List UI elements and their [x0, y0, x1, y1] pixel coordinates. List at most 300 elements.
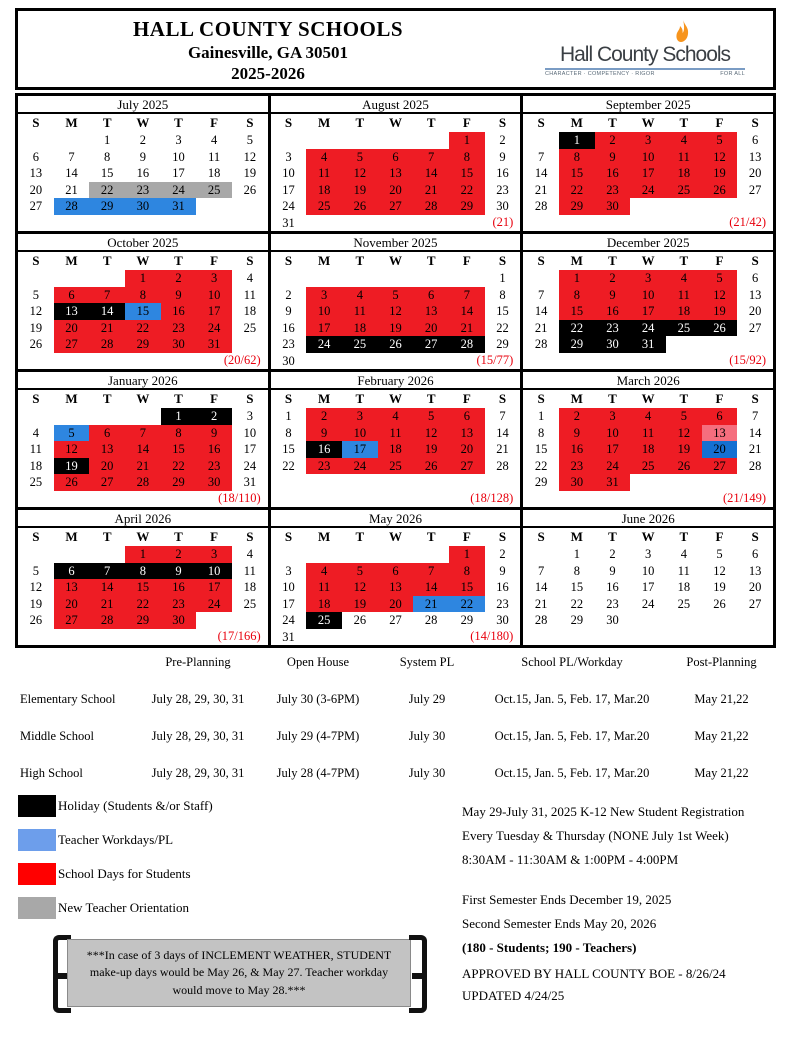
day-cell: 7	[89, 563, 125, 580]
month-day-count: (18/110)	[218, 491, 261, 505]
day-cell: 28	[125, 474, 161, 491]
empty-cell	[702, 336, 738, 353]
dow-label: W	[641, 115, 655, 130]
title-block	[18, 14, 518, 85]
day-cell: 25	[243, 596, 257, 611]
day-cell: 6	[54, 563, 90, 580]
day-cell: 8	[449, 149, 485, 166]
day-cell: 29	[570, 613, 584, 627]
day-cell: 1	[449, 546, 485, 563]
empty-cell	[595, 215, 631, 232]
empty-cell	[271, 270, 307, 287]
day-cell: 24	[282, 199, 295, 213]
dow-label: T	[679, 529, 689, 544]
day-cell: 19	[413, 441, 449, 458]
date-row	[18, 287, 268, 304]
day-cell: 2	[559, 408, 595, 425]
day-cell: 13	[54, 303, 90, 320]
day-cell: 22	[161, 458, 197, 475]
header	[15, 8, 776, 90]
day-cell: 11	[306, 579, 342, 596]
day-cell: 14	[449, 303, 485, 320]
empty-cell	[306, 132, 342, 149]
empty-cell	[523, 353, 559, 370]
day-cell: 20	[378, 182, 414, 199]
dow-row	[18, 390, 268, 408]
date-row	[18, 215, 268, 232]
day-cell: 21	[534, 320, 548, 335]
date-row	[18, 320, 268, 337]
dow-label: T	[426, 253, 436, 268]
day-cell: 20	[54, 320, 90, 337]
dow-label: M	[318, 529, 331, 544]
dow-label: S	[32, 115, 40, 130]
day-cell: 29	[496, 337, 509, 351]
month-december-2025	[523, 234, 776, 372]
day-cell: 25	[677, 596, 691, 611]
day-cell: 21	[496, 442, 509, 456]
calendar-grid	[15, 93, 776, 648]
day-cell: 22	[125, 596, 161, 613]
day-cell: 23	[496, 596, 509, 611]
dow-label: F	[462, 391, 471, 406]
day-cell: 20	[54, 596, 90, 613]
empty-cell	[666, 629, 702, 646]
empty-cell	[523, 215, 559, 232]
month-title: October 2025	[18, 234, 268, 252]
logo-tagline: CHARACTER · COMPETENCY · RIGOR	[545, 71, 655, 77]
empty-cell	[523, 546, 559, 563]
day-cell: 29	[460, 613, 474, 627]
day-cell: 2	[161, 546, 197, 563]
day-cell: 12	[54, 441, 90, 458]
day-cell: 26	[342, 198, 378, 215]
day-cell: 21	[413, 596, 449, 613]
day-cell: 20	[748, 580, 762, 594]
empty-cell	[702, 198, 738, 215]
date-row	[271, 303, 521, 320]
empty-cell	[666, 215, 702, 232]
dow-label: T	[174, 391, 183, 406]
approval-note	[462, 963, 726, 1007]
weather-note-text: ***In case of 3 days of INCLEMENT WEATHER, STUDENT make-up days would be May 26, & May 27. Teacher workday would move to May 28.***	[67, 939, 411, 1007]
day-cell: 23	[595, 182, 631, 199]
date-row	[18, 546, 268, 563]
day-cell: 7	[538, 149, 545, 164]
day-cell: 16	[196, 441, 232, 458]
day-cell: 14	[125, 441, 161, 458]
dow-label: S	[32, 253, 40, 268]
day-cell: 30	[595, 336, 631, 353]
dow-label: M	[65, 253, 78, 268]
day-cell: 3	[595, 408, 631, 425]
day-cell: 18	[306, 182, 342, 199]
day-cell: 24	[282, 613, 295, 627]
dow-label: S	[246, 253, 254, 268]
dow-label: W	[388, 529, 402, 544]
day-cell: 9	[595, 149, 631, 166]
day-cell: 3	[175, 133, 182, 147]
empty-cell	[196, 612, 232, 629]
dow-label: W	[641, 391, 655, 406]
day-cell: 22	[89, 182, 125, 199]
dow-label: T	[679, 115, 689, 130]
empty-cell	[595, 491, 631, 508]
date-row	[523, 303, 773, 320]
dow-row	[523, 114, 773, 132]
day-cell: 8	[559, 149, 595, 166]
empty-cell	[89, 353, 125, 370]
empty-cell	[378, 215, 414, 232]
day-cell: 14	[413, 165, 449, 182]
day-cell: 12	[666, 425, 702, 442]
day-cell: 25	[666, 182, 702, 199]
day-cell: 20	[89, 458, 125, 475]
day-cell: 5	[246, 133, 253, 147]
day-cell: 16	[606, 580, 619, 594]
empty-cell	[306, 546, 342, 563]
dow-label: S	[751, 529, 759, 544]
day-cell: 6	[413, 287, 449, 304]
dow-label: M	[318, 391, 331, 406]
dow-label: W	[136, 115, 150, 130]
dow-row	[523, 252, 773, 270]
day-cell: 19	[666, 441, 702, 458]
day-cell: 25	[196, 182, 232, 199]
dow-label: S	[32, 529, 40, 544]
day-cell: 1	[161, 408, 197, 425]
empty-cell	[342, 474, 378, 491]
month-day-count: (20/62)	[223, 353, 261, 367]
calendar-page	[15, 8, 776, 1045]
schedule-row	[15, 707, 776, 744]
day-cell: 5	[342, 149, 378, 166]
notes-right	[462, 800, 744, 960]
day-cell: 3	[645, 547, 652, 561]
empty-cell	[523, 270, 559, 287]
day-cell: 7	[413, 563, 449, 580]
schedule-row-label: Middle School	[20, 729, 94, 743]
day-cell: 23	[282, 337, 295, 351]
day-cell: 17	[282, 182, 295, 197]
day-cell: 3	[196, 546, 232, 563]
day-cell: 11	[306, 165, 342, 182]
day-cell: 28	[496, 458, 509, 473]
day-cell: 6	[752, 133, 759, 147]
flame-icon	[545, 19, 745, 43]
day-cell: 1	[499, 271, 506, 285]
empty-cell	[449, 474, 485, 491]
schedule-column-header: Post-Planning	[686, 655, 757, 669]
day-cell: 25	[306, 612, 342, 629]
day-cell: 26	[666, 458, 702, 475]
day-cell: 23	[125, 182, 161, 199]
day-cell: 15	[534, 442, 548, 456]
month-day-count: (14/180)	[470, 629, 514, 643]
day-cell: 10	[306, 303, 342, 320]
day-cell: 5	[413, 408, 449, 425]
day-cell: 9	[499, 563, 506, 578]
empty-cell	[630, 612, 666, 629]
date-row	[271, 563, 521, 580]
day-cell: 1	[125, 270, 161, 287]
dow-label: W	[641, 529, 655, 544]
empty-cell	[161, 491, 197, 508]
month-day-count: (21)	[492, 215, 514, 229]
day-cell: 14	[748, 425, 762, 440]
day-cell: 18	[207, 166, 221, 180]
day-cell: 22	[449, 182, 485, 199]
day-cell: 30	[606, 613, 619, 627]
empty-cell	[54, 629, 90, 646]
day-cell: 27	[449, 458, 485, 475]
date-row	[18, 408, 268, 425]
day-cell: 13	[702, 425, 738, 442]
empty-cell	[161, 353, 197, 370]
day-cell: 10	[282, 580, 295, 594]
dow-label: S	[284, 391, 293, 406]
date-row	[271, 474, 521, 491]
empty-cell	[18, 353, 54, 370]
schedule-cell: Oct.15, Jan. 5, Feb. 17, Mar.20	[494, 729, 650, 743]
date-row	[523, 287, 773, 304]
dow-label: F	[715, 529, 724, 544]
day-cell: 6	[32, 149, 39, 164]
day-cell: 26	[702, 320, 738, 337]
empty-cell	[18, 215, 54, 232]
day-cell: 14	[496, 425, 509, 440]
empty-cell	[161, 215, 197, 232]
day-cell: 6	[378, 563, 414, 580]
day-cell: 8	[125, 287, 161, 304]
schedule-table	[15, 652, 776, 781]
month-october-2025	[18, 234, 271, 372]
date-row	[271, 132, 521, 149]
day-cell: 30	[125, 198, 161, 215]
day-cell: 9	[196, 425, 232, 442]
date-row	[18, 458, 268, 475]
day-cell: 15	[282, 442, 295, 456]
day-cell: 19	[713, 580, 726, 594]
dow-label: S	[284, 529, 293, 544]
day-cell: 2	[196, 408, 232, 425]
day-cell: 2	[285, 287, 292, 302]
date-row	[271, 546, 521, 563]
day-cell: 13	[54, 579, 90, 596]
day-cell: 7	[413, 149, 449, 166]
empty-cell	[54, 491, 90, 508]
day-cell: 12	[29, 580, 43, 594]
empty-cell	[523, 132, 559, 149]
day-cell: 18	[306, 596, 342, 613]
day-cell: 4	[680, 547, 687, 561]
empty-cell	[630, 198, 666, 215]
day-cell: 13	[748, 149, 762, 164]
day-cell: 24	[243, 458, 257, 473]
day-cell: 28	[534, 199, 548, 213]
day-cell: 13	[89, 441, 125, 458]
dow-label: S	[537, 391, 545, 406]
dow-label: T	[355, 391, 365, 406]
day-cell: 19	[29, 596, 43, 611]
day-cell: 14	[65, 166, 78, 180]
empty-cell	[413, 474, 449, 491]
day-cell: 28	[54, 198, 90, 215]
schedule-cell: May 21,22	[694, 729, 749, 743]
day-cell: 9	[161, 287, 197, 304]
day-cell: 6	[752, 547, 759, 561]
day-cell: 14	[534, 166, 548, 180]
empty-cell	[89, 491, 125, 508]
day-cell: 19	[378, 320, 414, 337]
day-cell: 22	[570, 596, 584, 611]
day-cell: 7	[68, 149, 75, 164]
day-cell: 21	[89, 596, 125, 613]
registration-note	[462, 800, 744, 872]
day-cell: 3	[285, 563, 292, 578]
month-november-2025	[271, 234, 524, 372]
empty-cell	[378, 546, 414, 563]
day-cell: 30	[282, 353, 295, 368]
schedule-header-row	[15, 652, 776, 670]
day-cell: 18	[342, 320, 378, 337]
empty-cell	[378, 474, 414, 491]
empty-cell	[702, 629, 738, 646]
day-cell: 10	[196, 287, 232, 304]
empty-cell	[630, 353, 666, 370]
day-cell: 21	[449, 320, 485, 337]
dow-row	[271, 390, 521, 408]
date-row	[523, 612, 773, 629]
dow-label: F	[715, 253, 724, 268]
date-row	[523, 579, 773, 596]
day-cell: 29	[161, 474, 197, 491]
day-cell: 21	[89, 320, 125, 337]
date-row	[271, 425, 521, 442]
date-row	[18, 182, 268, 199]
day-cell: 27	[748, 320, 762, 335]
day-cell: 14	[89, 579, 125, 596]
day-cell: 4	[211, 133, 218, 147]
day-cell: 8	[449, 563, 485, 580]
date-row	[523, 336, 773, 353]
day-cell: 4	[342, 287, 378, 304]
day-cell: 17	[342, 441, 378, 458]
date-row	[523, 132, 773, 149]
day-cell: 23	[595, 320, 631, 337]
date-row	[18, 596, 268, 613]
day-cell: 28	[89, 612, 125, 629]
date-row	[18, 165, 268, 182]
dow-label: M	[65, 391, 78, 406]
dow-label: T	[426, 391, 436, 406]
day-cell: 18	[29, 458, 43, 473]
empty-cell	[18, 546, 54, 563]
month-day-count: (17/166)	[217, 629, 261, 643]
dow-label: F	[715, 391, 724, 406]
day-cell: 15	[100, 166, 114, 180]
empty-cell	[232, 336, 268, 353]
day-cell: 16	[595, 303, 631, 320]
day-cell: 16	[595, 165, 631, 182]
day-cell: 22	[125, 320, 161, 337]
day-cell: 31	[630, 336, 666, 353]
dow-label: T	[679, 253, 689, 268]
day-cell: 3	[285, 149, 292, 164]
empty-cell	[306, 270, 342, 287]
date-row	[271, 458, 521, 475]
day-cell: 9	[499, 149, 506, 164]
day-cell: 15	[559, 303, 595, 320]
date-row	[523, 182, 773, 199]
day-cell: 12	[702, 149, 738, 166]
date-row	[523, 408, 773, 425]
day-cell: 11	[666, 287, 702, 304]
day-cell: 1	[559, 270, 595, 287]
month-title: July 2025	[18, 96, 268, 114]
date-row	[271, 441, 521, 458]
date-row	[18, 563, 268, 580]
day-cell: 29	[89, 198, 125, 215]
dow-label: S	[284, 253, 293, 268]
date-row	[523, 629, 773, 646]
date-row	[271, 320, 521, 337]
empty-cell	[18, 132, 54, 149]
day-cell: 22	[496, 320, 509, 335]
dow-label: S	[751, 391, 759, 406]
legend-swatch-icon	[18, 829, 56, 851]
day-cell: 4	[32, 425, 39, 440]
day-cell: 9	[559, 425, 595, 442]
day-cell: 5	[342, 563, 378, 580]
dow-label: T	[102, 253, 112, 268]
day-cell: 10	[342, 425, 378, 442]
dow-label: T	[102, 115, 112, 130]
day-cell: 4	[666, 270, 702, 287]
day-cell: 4	[246, 547, 253, 561]
day-cell: 25	[29, 475, 43, 489]
month-march-2026	[523, 372, 776, 510]
day-cell: 10	[196, 563, 232, 580]
right-bracket-icon	[409, 935, 427, 1013]
day-cell: 12	[29, 304, 43, 318]
day-cell: 27	[54, 612, 90, 629]
date-row	[271, 579, 521, 596]
date-row	[523, 270, 773, 287]
day-cell: 26	[54, 474, 90, 491]
date-row	[271, 270, 521, 287]
day-cell: 10	[172, 149, 185, 164]
day-cell: 26	[29, 613, 43, 627]
day-cell: 23	[161, 320, 197, 337]
day-cell: 8	[104, 149, 111, 164]
day-cell: 30	[161, 336, 197, 353]
dow-row	[523, 528, 773, 546]
month-title: May 2026	[271, 510, 521, 528]
dow-row	[523, 390, 773, 408]
empty-cell	[89, 629, 125, 646]
logo-taglines	[545, 71, 745, 77]
day-cell: 25	[306, 198, 342, 215]
date-row	[271, 287, 521, 304]
day-cell: 12	[342, 165, 378, 182]
empty-cell	[18, 270, 54, 287]
day-cell: 11	[666, 149, 702, 166]
empty-cell	[342, 215, 378, 232]
day-cell: 7	[449, 287, 485, 304]
day-cell: 26	[702, 182, 738, 199]
day-cell: 10	[641, 563, 655, 578]
